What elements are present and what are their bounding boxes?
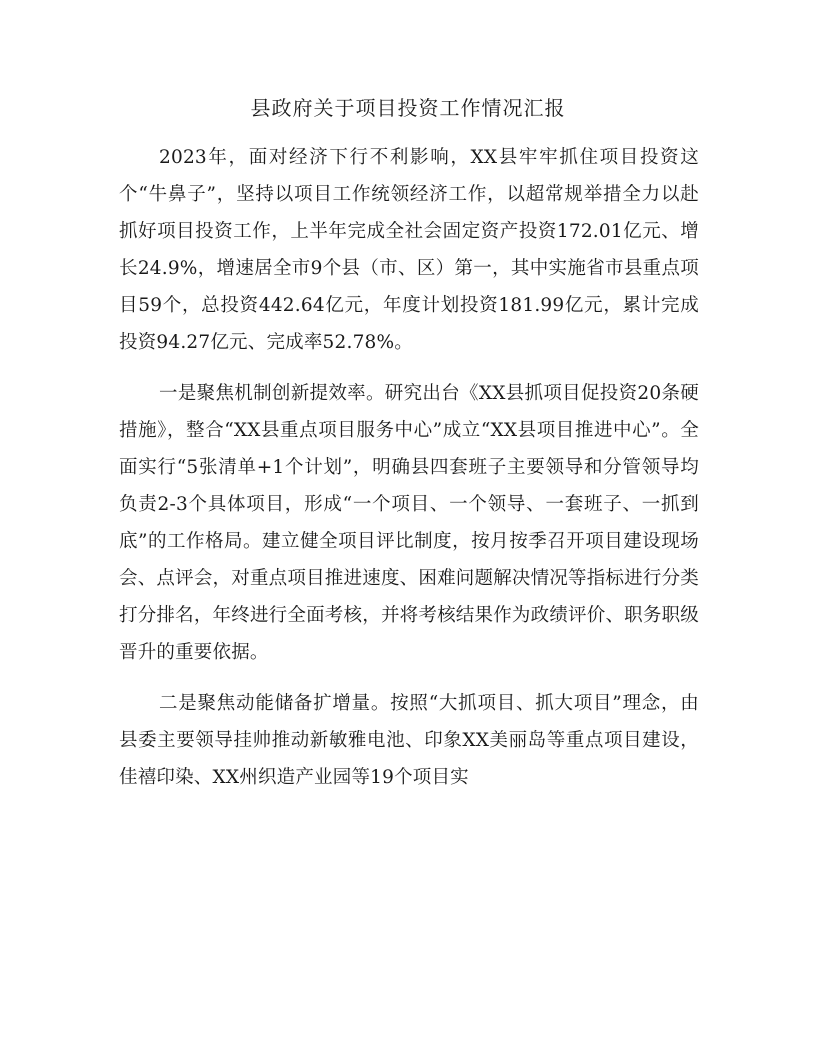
document-title: 县政府关于项目投资工作情况汇报 bbox=[250, 96, 566, 120]
document-body bbox=[119, 139, 699, 810]
paragraph-momentum-reserve: 二是聚焦动能储备扩增量。按照“大抓项目、抓大项目”理念，由县委主要领导挂帅推动新敏雅电池、印象XX美丽岛等重点项目建设，佳禧印染、XX州织造产业园等19个项目实 bbox=[119, 693, 699, 788]
paragraph-intro: 2023年，面对经济下行不利影响，XX县牢牢抓住项目投资这个“牛鼻子”，坚持以项目工作统领经济工作，以超常规举措全力以赴抓好项目投资工作，上半年完成全社会固定资产投资172.01亿元、增长24.9%，增速居全市9个县（市、区）第一，其中实施省市县重点项目59个，总投资442.64亿元，年度计划投资181.99亿元，累计完成投资94.27亿元、完成率52.78%。 bbox=[119, 147, 699, 353]
paragraph-mechanism-innovation: 一是聚焦机制创新提效率。研究出台《XX县抓项目促投资20条硬措施》，整合“XX县重点项目服务中心”成立“XX县项目推进中心”。全面实行“5张清单+1个计划”，明确县四套班子主要领导和分管领导均负责2-3个具体项目，形成“一个项目、一个领导、一套班子、一抓到底”的工作格局。建立健全项目评比制度，按月按季召开项目建设现场会、点评会，对重点项目推进速度、困难问题解决情况等指标进行分类打分排名，年终进行全面考核，并将考核结果作为政绩评价、职务职级晋升的重要依据。 bbox=[119, 383, 699, 663]
